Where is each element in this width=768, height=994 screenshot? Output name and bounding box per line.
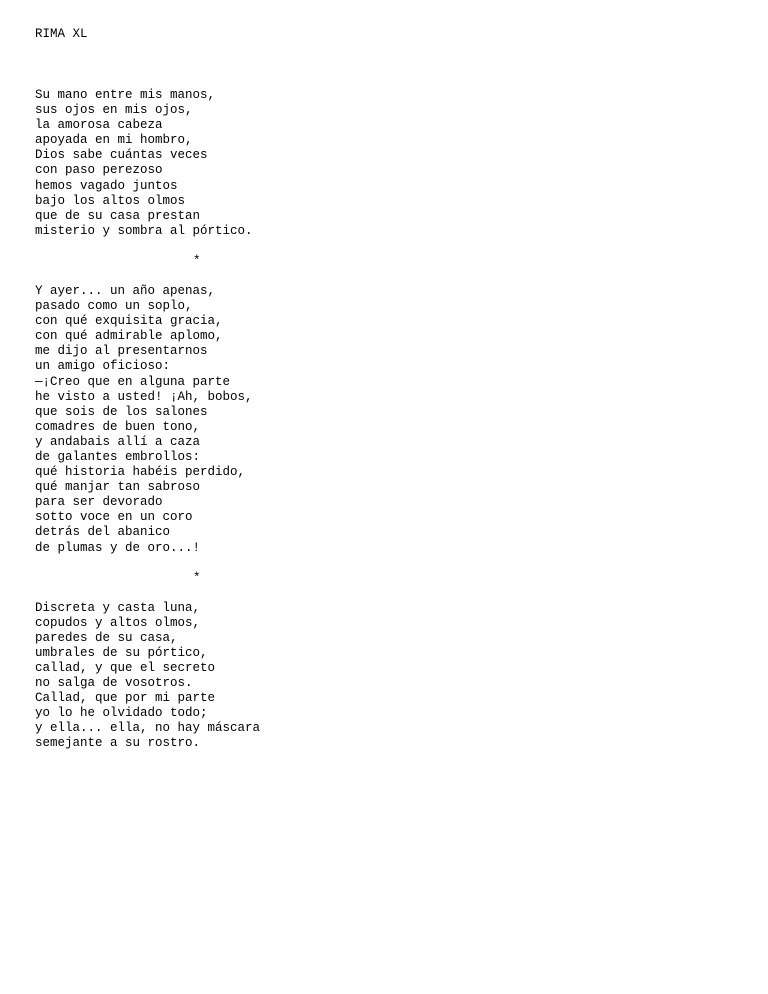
poem-line: no salga de vosotros. xyxy=(35,676,193,691)
poem-line: sotto voce en un coro xyxy=(35,510,193,525)
poem-line: Su mano entre mis manos, xyxy=(35,88,216,102)
poem-line: —¡Creo que en alguna parte xyxy=(35,374,231,389)
poem-line: umbrales de su pórtico, xyxy=(35,645,208,660)
poem-line: la amorosa cabeza xyxy=(35,118,163,133)
poem-line: y ella... ella, no hay máscara xyxy=(35,721,261,736)
poem-line: y andabais allí a caza xyxy=(35,434,201,449)
poem-line: paredes de su casa, xyxy=(35,630,178,645)
stanza-1 xyxy=(35,88,735,239)
poem-line: con paso perezoso xyxy=(35,163,163,178)
document-page xyxy=(35,27,735,752)
poem-line: copudos y altos olmos, xyxy=(35,615,201,630)
poem-line: de plumas y de oro...! xyxy=(35,540,201,555)
poem-line: semejante a su rostro. xyxy=(35,736,201,751)
poem-line: he visto a usted! ¡Ah, bobos, xyxy=(35,389,253,404)
poem-line: detrás del abanico xyxy=(35,525,171,540)
poem-line: qué historia habéis perdido, xyxy=(35,465,246,480)
poem-line: con qué admirable aplomo, xyxy=(35,329,223,344)
poem-line: misterio y sombra al pórtico. xyxy=(35,223,253,238)
poem-line: callad, y que el secreto xyxy=(35,661,216,675)
poem-line: pasado como un soplo, xyxy=(35,299,193,314)
poem-line: para ser devorado xyxy=(35,495,163,510)
poem-line: me dijo al presentarnos xyxy=(35,344,208,359)
poem-line: Callad, que por mi parte xyxy=(35,691,216,706)
poem-line: de galantes embrollos: xyxy=(35,449,201,464)
poem-line: Discreta y casta luna, xyxy=(35,600,201,615)
poem-line: un amigo oficioso: xyxy=(35,359,171,374)
poem-line: que de su casa prestan xyxy=(35,208,201,223)
poem-line: sus ojos en mis ojos, xyxy=(35,103,193,118)
poem-line: comadres de buen tono, xyxy=(35,419,201,434)
stanza-separator: * xyxy=(193,570,201,585)
poem-line: Y ayer... un año apenas, xyxy=(35,283,216,298)
stanza-3 xyxy=(35,601,735,752)
stanza-separator: * xyxy=(193,253,201,268)
poem-line: yo lo he olvidado todo; xyxy=(35,706,208,721)
poem-line: que sois de los salones xyxy=(35,404,208,419)
stanza-2 xyxy=(35,284,735,556)
poem-line: qué manjar tan sabroso xyxy=(35,480,201,495)
poem-line: hemos vagado juntos xyxy=(35,178,178,193)
poem-line: bajo los altos olmos xyxy=(35,193,186,208)
poem-title: RIMA XL xyxy=(35,27,88,41)
poem-line: Dios sabe cuántas veces xyxy=(35,148,208,163)
poem-line: con qué exquisita gracia, xyxy=(35,314,223,329)
poem-line: apoyada en mi hombro, xyxy=(35,133,193,148)
